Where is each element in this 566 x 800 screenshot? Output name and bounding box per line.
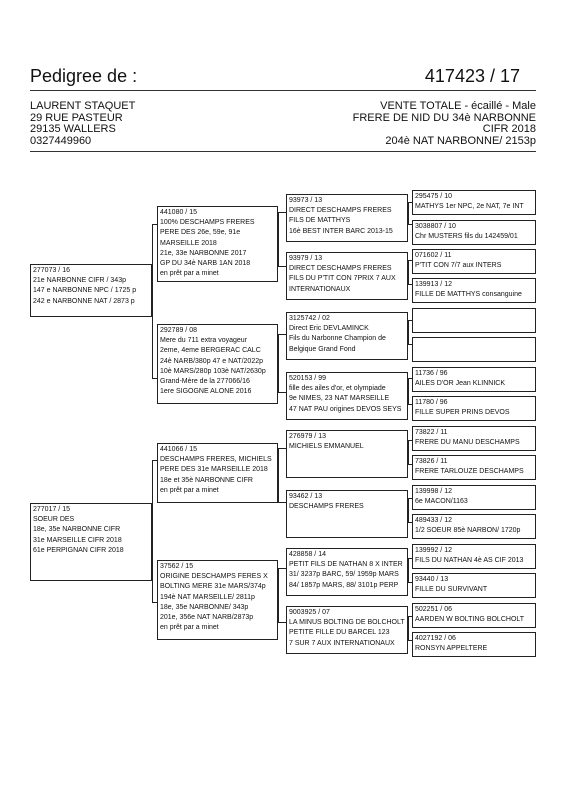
connector-line [408, 558, 409, 582]
detail-line: 31/ 3237p BARC, 59/ 1959p MARS [289, 571, 399, 579]
ancestor-box-g4[interactable] [412, 367, 536, 392]
detail-line: Mere du 711 extra voyageur [160, 337, 248, 345]
ancestor-box-g4[interactable] [412, 190, 536, 215]
detail-line: FILLE DE MATTHYS consanguine [415, 291, 522, 299]
detail-line: Chr MUSTERS fils du 142459/01 [415, 233, 518, 241]
ring-id: 295475 / 10 [415, 193, 452, 200]
connector-line [278, 448, 279, 502]
detail-line: INTERNATIONAUX [289, 285, 351, 293]
detail-line: en prêt par a minet [160, 270, 219, 278]
ring-id: 441066 / 15 [160, 446, 197, 453]
detail-line: FILS DU NATHAN 4è AS CIF 2013 [415, 557, 524, 565]
ring-id: 93979 / 13 [289, 255, 323, 262]
detail-line: 242 e NARBONNE NAT / 2873 p [33, 297, 135, 305]
detail-line: 147 e NARBONNE NPC / 1725 p [33, 287, 137, 295]
detail-line: AARDEN W BOLTING BOLCHOLT [415, 616, 525, 624]
connector-line [278, 448, 286, 449]
detail-line: 100% DESCHAMPS FRERES [160, 219, 255, 227]
ring-number: 417423 / 17 [424, 66, 520, 86]
ring-id: 3125742 / 02 [289, 315, 330, 322]
ring-id: 93440 / 13 [415, 576, 449, 583]
ancestor-box-sdd[interactable] [286, 372, 408, 420]
detail-line: RONSYN APPELTERE [415, 645, 488, 653]
detail-line: 18e, 35e NARBONNE/ 343p [160, 603, 249, 611]
dam-box[interactable] [30, 503, 152, 581]
ancestor-box-g4-empty[interactable] [412, 308, 536, 333]
connector-line [278, 568, 286, 569]
detail-line: SOEUR DES [33, 516, 75, 524]
detail-line: GP DU 34è NARB 1AN 2018 [160, 260, 251, 268]
connector-line [152, 224, 153, 378]
detail-line: en prêt par a minet [160, 486, 219, 494]
ancestor-box-g4[interactable] [412, 573, 536, 598]
detail-line: PETIT FILS DE NATHAN 8 X INTER [289, 561, 403, 569]
connector-line [278, 334, 286, 335]
ancestor-box-g4[interactable] [412, 485, 536, 510]
ring-id: 9003925 / 07 [289, 609, 330, 616]
ancestor-box-dss[interactable] [286, 430, 408, 478]
connector-line [278, 212, 279, 266]
ring-id: 93973 / 13 [289, 197, 323, 204]
connector-line [278, 502, 286, 503]
detail-line: PERE DES 31e MARSEILLE 2018 [160, 466, 268, 474]
ancestor-box-g4[interactable] [412, 278, 536, 303]
info-rule [30, 151, 536, 152]
connector-line [408, 616, 409, 640]
ring-id: 37562 / 15 [160, 563, 194, 570]
ancestor-box-g4[interactable] [412, 544, 536, 569]
detail-line: BOLTING MERE 31e MARS/374p [160, 583, 266, 591]
ancestor-box-g4[interactable] [412, 220, 536, 245]
ancestor-box-g4[interactable] [412, 603, 536, 628]
connector-line [278, 212, 286, 213]
detail-line: FRERE DU MANU DESCHAMPS [415, 439, 520, 447]
detail-line: 194è NAT MARSEILLE/ 2811p [160, 593, 255, 601]
ancestor-box-sds[interactable] [286, 312, 408, 360]
detail-line: 31e MARSEILLE CIFR 2018 [33, 536, 122, 544]
owner-name: LAURENT STAQUET [30, 100, 136, 112]
ring-id: 277073 / 16 [33, 267, 70, 274]
detail-line: FILLE SUPER PRINS DEVOS [415, 409, 510, 417]
bird-info-line: VENTE TOTALE - écaillé - Male [380, 100, 536, 112]
detail-line: fille des ailes d'or, et olympiade [289, 385, 386, 393]
ring-id: 139998 / 12 [415, 488, 452, 495]
detail-line: P'TIT CON 7/7 aux INTERS [415, 262, 502, 270]
detail-line: 21e NARBONNE CIFR / 343p [33, 277, 126, 285]
detail-line: Fils du Narbonne Champion de [289, 335, 386, 343]
detail-line: FILS DE MATTHYS [289, 217, 351, 225]
detail-line: 6e MACON/1163 [415, 498, 468, 506]
ancestor-box-g4[interactable] [412, 396, 536, 421]
owner-block [30, 101, 135, 147]
ring-id: 071602 / 11 [415, 252, 452, 259]
detail-line: PETITE FILLE DU BARCEL 123 [289, 629, 390, 637]
detail-line: MATHYS 1er NPC, 2e NAT, 7e INT [415, 203, 524, 211]
detail-line: 1ere SIGOGNE ALONE 2016 [160, 388, 252, 396]
bird-info-block [353, 101, 536, 147]
ancestor-box-dds[interactable] [286, 548, 408, 596]
ring-id: 276979 / 13 [289, 433, 326, 440]
detail-line: 21e, 33e NARBONNE 2017 [160, 249, 247, 257]
sire-box[interactable] [30, 264, 152, 317]
ring-id: 292789 / 08 [160, 327, 197, 334]
detail-line: MICHIELS EMMANUEL [289, 443, 364, 451]
ring-id: 4027192 / 06 [415, 635, 456, 642]
connector-line [408, 440, 409, 464]
ring-id: 73822 / 11 [415, 429, 448, 436]
bird-info-line: 204è NAT NARBONNE/ 2153p [385, 134, 536, 147]
detail-line: 18e et 35è NARBONNE CIFR [160, 476, 253, 484]
detail-line: DESCHAMPS FRERES [289, 503, 364, 511]
detail-line: 47 NAT PAU origines DEVOS SEYS [289, 405, 402, 413]
detail-line: 2eme, 4eme BERGERAC CALC [160, 347, 261, 355]
detail-line: DESCHAMPS FRERES, MICHIELS [160, 456, 272, 464]
detail-line: DIRECT DESCHAMPS FRERES [289, 207, 392, 215]
detail-line: FILS DU P'TIT CON 7PRIX 7 AUX [289, 275, 396, 283]
connector-line [408, 498, 409, 522]
connector-line [408, 202, 409, 224]
bird-info-line: FRERE DE NID DU 34è NARBONNE [352, 111, 536, 124]
detail-line: FRERE TARLOUZE DESCHAMPS [415, 468, 524, 476]
detail-line: 7 SUR 7 AUX INTERNATIONAUX [289, 639, 395, 647]
detail-line: 9e NIMES, 23 NAT MARSEILLE [289, 395, 390, 403]
ring-id: 277017 / 15 [33, 506, 70, 513]
bird-info-line: CIFR 2018 [482, 123, 536, 135]
detail-line: 201e, 356e NAT NARB/2873p [160, 614, 254, 622]
connector-line [408, 260, 409, 284]
connector-line [278, 266, 286, 267]
detail-line: 18e, 35e NARBONNE CIFR [33, 526, 121, 534]
ancestor-box-g4[interactable] [412, 249, 536, 274]
ring-id: 73826 / 11 [415, 458, 448, 465]
detail-line: LA MINUS BOLTING DE BOLCHOLT [289, 619, 405, 627]
sire-sire-box[interactable] [157, 206, 278, 282]
detail-line: Belgique Grand Fond [289, 345, 356, 353]
connector-line [278, 334, 279, 392]
ring-id: 520153 / 99 [289, 375, 326, 382]
ancestor-box-g4[interactable] [412, 455, 536, 480]
detail-line: ORIGINE DESCHAMPS FERES X [160, 573, 268, 581]
ring-id: 11780 / 96 [415, 399, 448, 406]
connector-line [152, 460, 153, 602]
detail-line: Grand-Mère de la 277066/16 [160, 378, 250, 386]
ancestor-box-dsd[interactable] [286, 490, 408, 538]
owner-city: 29135 WALLERS [30, 123, 116, 135]
connector-line [408, 320, 409, 344]
ancestor-box-ssd[interactable] [286, 252, 408, 300]
ancestor-box-g4[interactable] [412, 632, 536, 657]
owner-street: 29 RUE PASTEUR [30, 111, 123, 124]
dam-sire-box[interactable] [157, 443, 278, 503]
detail-line: PERE DES 26e, 59e, 91e [160, 229, 241, 237]
detail-line: MARSEILLE 2018 [160, 239, 217, 247]
ring-id: 441080 / 15 [160, 209, 197, 216]
connector-line [278, 568, 279, 622]
detail-line: 84/ 1857p MARS, 88/ 3101p PERP [289, 581, 399, 589]
detail-line: 24è NARB/380p 47 e NAT/2022p [160, 357, 263, 365]
ancestor-box-g4[interactable] [412, 514, 536, 539]
detail-line: AILES D'OR Jean KLINNICK [415, 380, 506, 388]
detail-line: 10è MARS/280p 103è NAT/2630p [160, 367, 266, 375]
ancestor-box-sss[interactable] [286, 194, 408, 242]
detail-line: 16è BEST INTER BARC 2013-15 [289, 227, 393, 235]
ancestor-box-g4-empty[interactable] [412, 337, 536, 362]
connector-line [408, 378, 409, 404]
ring-id: 502251 / 06 [415, 606, 452, 613]
ring-id: 139913 / 12 [415, 281, 452, 288]
ring-id: 93462 / 13 [289, 493, 323, 500]
detail-line: 61e PERPIGNAN CIFR 2018 [33, 546, 124, 554]
ring-id: 3038807 / 10 [415, 223, 456, 230]
ring-id: 139992 / 12 [415, 547, 452, 554]
ring-id: 428858 / 14 [289, 551, 326, 558]
sire-dam-box[interactable] [157, 324, 278, 404]
connector-line [278, 622, 286, 623]
dam-dam-box[interactable] [157, 560, 278, 640]
ancestor-box-g4[interactable] [412, 426, 536, 451]
detail-line: en prêt par a minet [160, 624, 219, 632]
detail-line: Direct Eric DEVLAMINCK [289, 325, 369, 333]
owner-phone: 0327449960 [30, 134, 92, 147]
detail-line: FILLE DU SURVIVANT [415, 586, 488, 594]
ancestor-box-ddd[interactable] [286, 606, 408, 654]
ring-id: 11736 / 96 [415, 370, 448, 377]
detail-line: DIRECT DESCHAMPS FRERES [289, 265, 392, 273]
ring-id: 489433 / 12 [415, 517, 452, 524]
connector-line [278, 392, 286, 393]
header-rule [30, 90, 536, 91]
detail-line: 1/2 SOEUR 85è NARBON/ 1720p [415, 527, 521, 535]
page-title: Pedigree de : [30, 66, 138, 86]
